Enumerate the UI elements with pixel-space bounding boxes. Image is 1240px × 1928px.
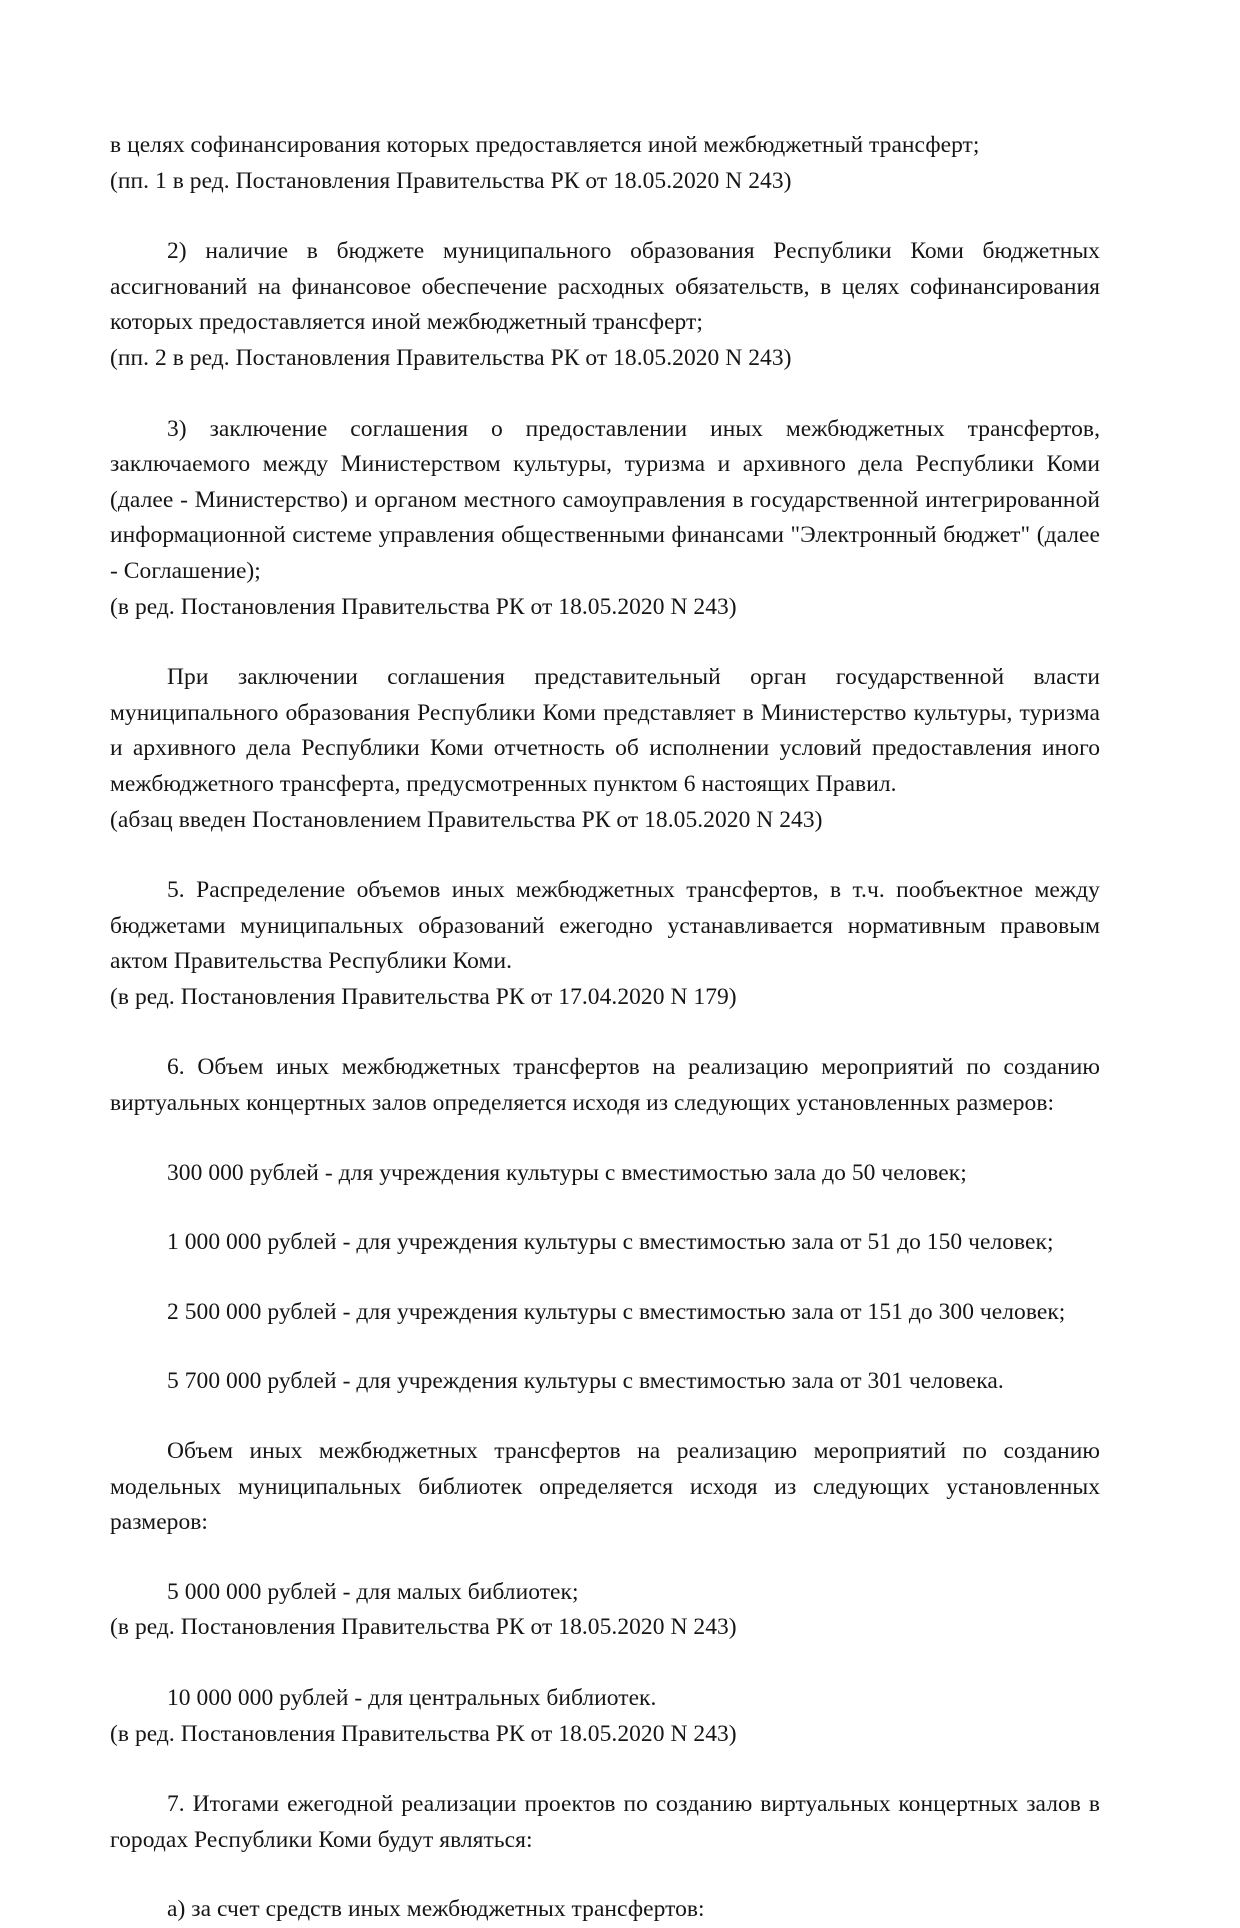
list-item-amount-2500000: 2 500 000 рублей - для учреждения культуры с вместимостью зала от 151 до 300 человек; — [167, 1298, 1066, 1325]
paragraph-library-intro: Объем иных межбюджетных трансфертов на реализацию мероприятий по созданию модельных муниципальных библиотек определяется исходя из следующих установленных размеров: — [110, 1438, 1100, 1536]
amendment-reference: (пп. 1 в ред. Постановления Правительства РК от 18.05.2020 N 243) — [110, 167, 792, 194]
document-body — [110, 128, 1100, 1928]
amendment-reference: (абзац введен Постановлением Правительства РК от 18.05.2020 N 243) — [110, 806, 823, 833]
list-item-amount-300000: 300 000 рублей - для учреждения культуры с вместимостью зала до 50 человек; — [167, 1159, 967, 1186]
paragraph-spacer — [110, 1261, 1100, 1295]
paragraph-spacer — [110, 625, 1100, 660]
numbered-item-3: 3) заключение соглашения о предоставлении иных межбюджетных трансфертов, заключаемого между Министерством культуры, туризма и архивного дела Республики Коми (далее - Министерство) и органом местного самоуправления в государственной интегрированной информационной системе управления общественными финансами "Электронный бюджет" (далее - Соглашение); — [110, 415, 1100, 584]
paragraph-spacer — [110, 838, 1100, 873]
paragraph-spacer — [110, 199, 1100, 234]
amendment-reference: (в ред. Постановления Правительства РК от 18.05.2020 N 243) — [110, 1614, 737, 1641]
paragraph-spacer — [110, 1858, 1100, 1892]
amendment-reference: (в ред. Постановления Правительства РК от 18.05.2020 N 243) — [110, 593, 737, 620]
paragraph-spacer — [110, 1015, 1100, 1050]
paragraph-spacer — [110, 1400, 1100, 1434]
paragraph-spacer — [110, 1752, 1100, 1787]
paragraph-spacer — [110, 1122, 1100, 1156]
paragraph-spacer — [110, 1646, 1100, 1681]
paragraph-spacer — [110, 377, 1100, 412]
lettered-item-a: а) за счет средств иных межбюджетных трансфертов: — [167, 1896, 705, 1923]
list-item-amount-5700000: 5 700 000 рублей - для учреждения культуры с вместимостью зала от 301 человека. — [167, 1368, 1004, 1395]
paragraph-spacer — [110, 1330, 1100, 1364]
amendment-reference: (пп. 2 в ред. Постановления Правительства РК от 18.05.2020 N 243) — [110, 344, 792, 371]
list-item-amount-10000000: 10 000 000 рублей - для центральных библиотек. — [167, 1685, 657, 1711]
paragraph-spacer — [110, 1541, 1100, 1575]
paragraph-continuation: в целях софинансирования которых предоставляется иной межбюджетный трансферт; — [110, 132, 980, 158]
numbered-item-6: 6. Объем иных межбюджетных трансфертов на реализацию мероприятий по созданию виртуальных концертных залов определяется исходя из следующих установленных размеров: — [110, 1054, 1100, 1117]
amendment-reference: (в ред. Постановления Правительства РК от 18.05.2020 N 243) — [110, 1720, 737, 1747]
paragraph-spacer — [110, 1191, 1100, 1225]
numbered-item-7: 7. Итогами ежегодной реализации проектов по созданию виртуальных концертных залов в городах Республики Коми будут являться: — [110, 1791, 1100, 1853]
paragraph-agreement-conclusion: При заключении соглашения представительный орган государственной власти муниципального образования Республики Коми представляет в Министерство культуры, туризма и архивного дела Республики Коми отчетность об исполнении условий предоставления иного межбюджетного трансферта, предусмотренных пунктом 6 настоящих Правил. — [110, 664, 1100, 797]
numbered-item-5: 5. Распределение объемов иных межбюджетных трансфертов, в т.ч. пообъектное между бюджетами муниципальных образований ежегодно устанавливается нормативным правовым актом Правительства Республики Коми. — [110, 877, 1100, 975]
amendment-reference: (в ред. Постановления Правительства РК от 17.04.2020 N 179) — [110, 983, 737, 1010]
numbered-item-2: 2) наличие в бюджете муниципального образования Республики Коми бюджетных ассигнований на финансовое обеспечение расходных обязательств, в целях софинансирования которых предоставляется иной межбюджетный трансферт; — [110, 238, 1100, 336]
list-item-amount-1000000: 1 000 000 рублей - для учреждения культуры с вместимостью зала от 51 до 150 человек; — [167, 1229, 1054, 1256]
list-item-amount-5000000: 5 000 000 рублей - для малых библиотек; — [167, 1578, 579, 1605]
